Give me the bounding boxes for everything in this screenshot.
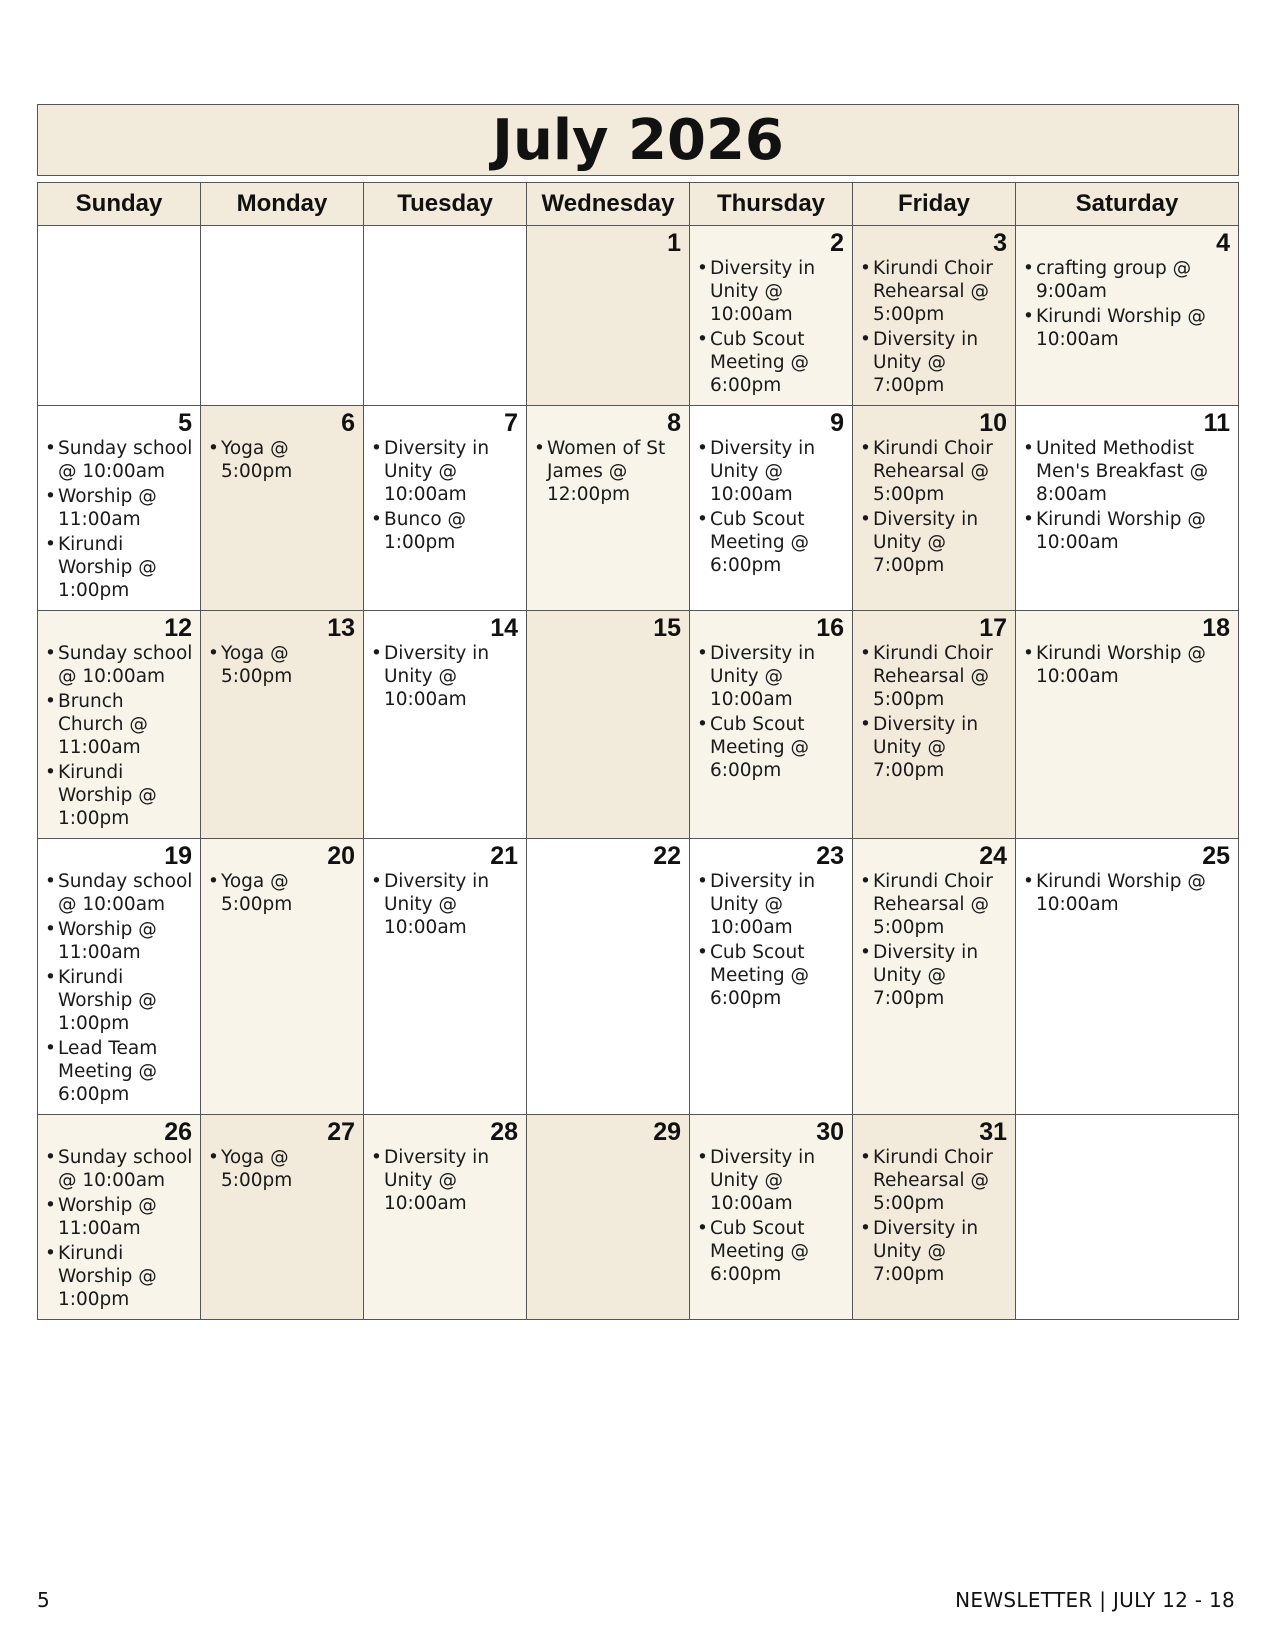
event-item: • Diversity in Unity @ 10:00am xyxy=(694,642,846,711)
event-list xyxy=(42,870,194,1106)
calendar-day-cell xyxy=(690,406,853,611)
calendar-day-cell xyxy=(364,1115,527,1320)
day-number: 9 xyxy=(830,409,844,437)
event-item: • Yoga @ 5:00pm xyxy=(205,1146,357,1192)
event-item: • Kirundi Worship @ 10:00am xyxy=(1020,508,1232,554)
calendar-day-cell xyxy=(527,406,690,611)
day-number: 12 xyxy=(164,614,192,642)
event-list xyxy=(694,257,846,397)
event-item: • Diversity in Unity @ 10:00am xyxy=(368,437,520,506)
day-number: 3 xyxy=(993,229,1007,257)
day-number: 6 xyxy=(341,409,355,437)
calendar-day-cell xyxy=(527,611,690,839)
event-list xyxy=(205,437,357,483)
event-list xyxy=(368,642,520,711)
event-item: • Diversity in Unity @ 10:00am xyxy=(694,1146,846,1215)
calendar-day-cell xyxy=(853,226,1016,406)
calendar-day-cell xyxy=(1016,839,1239,1115)
day-number: 24 xyxy=(979,842,1007,870)
weekday-header: Tuesday xyxy=(364,183,527,226)
event-item: • Diversity in Unity @ 7:00pm xyxy=(857,941,1009,1010)
event-item: • Bunco @ 1:00pm xyxy=(368,508,520,554)
day-number: 7 xyxy=(504,409,518,437)
event-item: • Diversity in Unity @ 7:00pm xyxy=(857,1217,1009,1286)
day-number: 21 xyxy=(490,842,518,870)
calendar-day-cell xyxy=(853,611,1016,839)
day-number: 26 xyxy=(164,1118,192,1146)
weekday-header: Saturday xyxy=(1016,183,1239,226)
event-item: • Kirundi Choir Rehearsal @ 5:00pm xyxy=(857,437,1009,506)
weekday-header-row xyxy=(38,183,1239,226)
event-item: • Worship @ 11:00am xyxy=(42,918,194,964)
event-list xyxy=(1020,642,1232,688)
event-item: • Cub Scout Meeting @ 6:00pm xyxy=(694,713,846,782)
day-number: 15 xyxy=(653,614,681,642)
event-item: • Yoga @ 5:00pm xyxy=(205,642,357,688)
event-item: • Worship @ 11:00am xyxy=(42,485,194,531)
event-item: • United Methodist Men's Breakfast @ 8:00am xyxy=(1020,437,1232,506)
event-list xyxy=(857,437,1009,577)
newsletter-footer: NEWSLETTER | JULY 12 - 18 xyxy=(955,1588,1235,1612)
day-number: 30 xyxy=(816,1118,844,1146)
calendar-day-cell xyxy=(38,1115,201,1320)
calendar-grid xyxy=(37,182,1239,1320)
page-number: 5 xyxy=(37,1588,50,1612)
day-number: 19 xyxy=(164,842,192,870)
day-number: 28 xyxy=(490,1118,518,1146)
event-item: • Diversity in Unity @ 10:00am xyxy=(368,1146,520,1215)
weekday-header: Sunday xyxy=(38,183,201,226)
day-number: 31 xyxy=(979,1118,1007,1146)
calendar-day-cell xyxy=(690,611,853,839)
event-list xyxy=(694,437,846,577)
calendar-day-cell xyxy=(38,839,201,1115)
calendar-day-cell xyxy=(690,1115,853,1320)
calendar-week-row xyxy=(38,406,1239,611)
event-list xyxy=(205,1146,357,1192)
event-item: • Cub Scout Meeting @ 6:00pm xyxy=(694,508,846,577)
event-item: • Yoga @ 5:00pm xyxy=(205,437,357,483)
event-item: • Diversity in Unity @ 10:00am xyxy=(368,642,520,711)
event-list xyxy=(694,870,846,1010)
calendar-day-cell xyxy=(364,611,527,839)
calendar-title: July 2026 xyxy=(492,107,784,173)
day-number: 23 xyxy=(816,842,844,870)
event-list xyxy=(857,257,1009,397)
event-list xyxy=(1020,870,1232,916)
event-item: • Brunch Church @ 11:00am xyxy=(42,690,194,759)
event-list xyxy=(42,1146,194,1311)
calendar-day-cell xyxy=(38,406,201,611)
event-list xyxy=(857,1146,1009,1286)
event-item: • Sunday school @ 10:00am xyxy=(42,1146,194,1192)
weekday-header: Monday xyxy=(201,183,364,226)
weekday-header: Thursday xyxy=(690,183,853,226)
weekday-header: Wednesday xyxy=(527,183,690,226)
event-item: • Kirundi Worship @ 10:00am xyxy=(1020,305,1232,351)
event-item: • Women of St James @ 12:00pm xyxy=(531,437,683,506)
event-item: • Kirundi Choir Rehearsal @ 5:00pm xyxy=(857,257,1009,326)
calendar-day-cell xyxy=(1016,611,1239,839)
calendar-day-cell xyxy=(201,406,364,611)
calendar-week-row xyxy=(38,1115,1239,1320)
event-item: • Diversity in Unity @ 7:00pm xyxy=(857,328,1009,397)
event-item: • Diversity in Unity @ 10:00am xyxy=(368,870,520,939)
event-item: • Kirundi Choir Rehearsal @ 5:00pm xyxy=(857,1146,1009,1215)
event-list xyxy=(531,437,683,506)
day-number: 4 xyxy=(1216,229,1230,257)
calendar-day-cell xyxy=(853,1115,1016,1320)
weekday-header: Friday xyxy=(853,183,1016,226)
event-item: • Lead Team Meeting @ 6:00pm xyxy=(42,1037,194,1106)
calendar-day-cell xyxy=(364,839,527,1115)
event-item: • Diversity in Unity @ 7:00pm xyxy=(857,508,1009,577)
calendar-day-cell xyxy=(527,839,690,1115)
event-item: • Kirundi Worship @ 1:00pm xyxy=(42,966,194,1035)
day-number: 13 xyxy=(327,614,355,642)
event-list xyxy=(205,642,357,688)
event-item: • Diversity in Unity @ 10:00am xyxy=(694,437,846,506)
day-number: 10 xyxy=(979,409,1007,437)
event-list xyxy=(368,437,520,554)
calendar-day-cell xyxy=(1016,1115,1239,1320)
event-item: • Kirundi Choir Rehearsal @ 5:00pm xyxy=(857,642,1009,711)
day-number: 20 xyxy=(327,842,355,870)
event-list xyxy=(1020,257,1232,351)
day-number: 29 xyxy=(653,1118,681,1146)
event-list xyxy=(694,642,846,782)
event-item: • Sunday school @ 10:00am xyxy=(42,642,194,688)
day-number: 18 xyxy=(1202,614,1230,642)
event-item: • Kirundi Worship @ 1:00pm xyxy=(42,1242,194,1311)
event-item: • Worship @ 11:00am xyxy=(42,1194,194,1240)
calendar-day-cell xyxy=(201,839,364,1115)
event-item: • Kirundi Worship @ 10:00am xyxy=(1020,870,1232,916)
calendar-day-cell xyxy=(690,839,853,1115)
calendar-day-cell xyxy=(201,1115,364,1320)
event-list xyxy=(205,870,357,916)
event-item: • Cub Scout Meeting @ 6:00pm xyxy=(694,1217,846,1286)
event-item: • Kirundi Choir Rehearsal @ 5:00pm xyxy=(857,870,1009,939)
calendar-week-row xyxy=(38,226,1239,406)
event-list xyxy=(694,1146,846,1286)
day-number: 25 xyxy=(1202,842,1230,870)
calendar-body xyxy=(38,226,1239,1320)
calendar-day-cell xyxy=(201,226,364,406)
calendar-day-cell xyxy=(38,611,201,839)
calendar-day-cell xyxy=(527,1115,690,1320)
event-item: • Sunday school @ 10:00am xyxy=(42,437,194,483)
calendar-day-cell xyxy=(364,226,527,406)
event-list xyxy=(368,1146,520,1215)
event-item: • Cub Scout Meeting @ 6:00pm xyxy=(694,941,846,1010)
event-item: • Cub Scout Meeting @ 6:00pm xyxy=(694,328,846,397)
event-list xyxy=(857,642,1009,782)
event-item: • Yoga @ 5:00pm xyxy=(205,870,357,916)
day-number: 14 xyxy=(490,614,518,642)
event-item: • crafting group @ 9:00am xyxy=(1020,257,1232,303)
calendar-day-cell xyxy=(853,406,1016,611)
calendar-week-row xyxy=(38,611,1239,839)
event-list xyxy=(42,437,194,602)
day-number: 22 xyxy=(653,842,681,870)
event-item: • Diversity in Unity @ 10:00am xyxy=(694,257,846,326)
event-list xyxy=(368,870,520,939)
day-number: 11 xyxy=(1203,409,1230,437)
day-number: 16 xyxy=(816,614,844,642)
event-item: • Kirundi Worship @ 1:00pm xyxy=(42,761,194,830)
calendar-title-bar xyxy=(37,104,1239,176)
calendar-day-cell xyxy=(364,406,527,611)
day-number: 2 xyxy=(830,229,844,257)
day-number: 27 xyxy=(327,1118,355,1146)
calendar-week-row xyxy=(38,839,1239,1115)
calendar-day-cell xyxy=(1016,406,1239,611)
day-number: 5 xyxy=(178,409,192,437)
calendar-day-cell xyxy=(1016,226,1239,406)
day-number: 1 xyxy=(667,229,681,257)
event-list xyxy=(857,870,1009,1010)
calendar-day-cell xyxy=(853,839,1016,1115)
calendar-day-cell xyxy=(690,226,853,406)
day-number: 8 xyxy=(667,409,681,437)
calendar-day-cell xyxy=(38,226,201,406)
event-item: • Diversity in Unity @ 7:00pm xyxy=(857,713,1009,782)
calendar-day-cell xyxy=(527,226,690,406)
event-list xyxy=(1020,437,1232,554)
event-item: • Diversity in Unity @ 10:00am xyxy=(694,870,846,939)
event-item: • Kirundi Worship @ 10:00am xyxy=(1020,642,1232,688)
calendar-day-cell xyxy=(201,611,364,839)
event-list xyxy=(42,642,194,830)
event-item: • Kirundi Worship @ 1:00pm xyxy=(42,533,194,602)
event-item: • Sunday school @ 10:00am xyxy=(42,870,194,916)
day-number: 17 xyxy=(979,614,1007,642)
